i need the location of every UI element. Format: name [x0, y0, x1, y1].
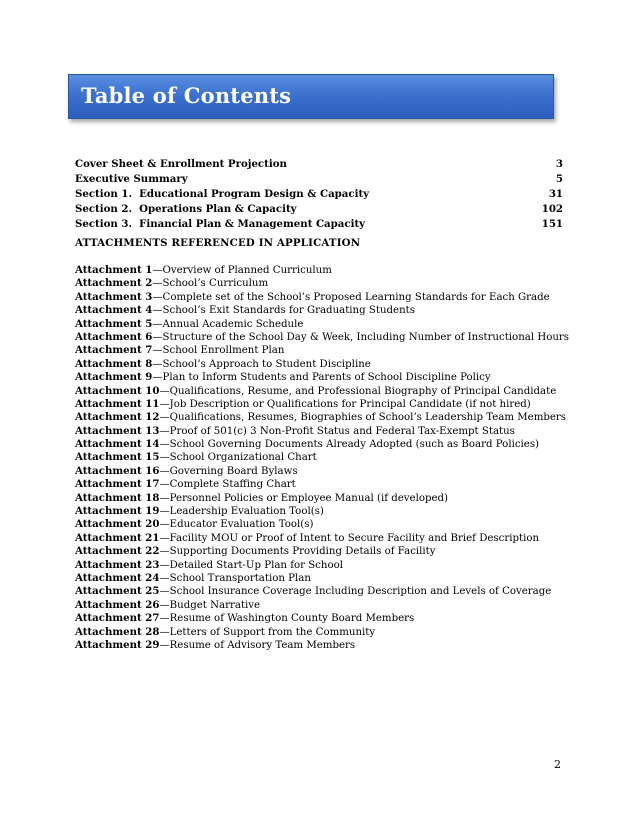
attachment-item[interactable]: [75, 425, 575, 438]
attachment-label: Attachment 2: [75, 277, 153, 290]
attachment-label: Attachment 25: [75, 585, 160, 598]
attachment-label: Attachment 26: [75, 598, 160, 611]
attachment-desc: —Plan to Inform Students and Parents of School Discipline Policy: [152, 372, 491, 384]
attachment-item[interactable]: [75, 411, 575, 424]
attachment-label: Attachment 24: [75, 571, 160, 584]
attachment-label: Attachment 29: [75, 638, 160, 651]
attachment-label: Attachment 21: [75, 531, 160, 544]
attachments-list: [75, 264, 575, 652]
toc-label: Section 2. Operations Plan & Capacity: [75, 203, 297, 215]
toc-row[interactable]: [75, 172, 563, 187]
attachment-item[interactable]: [75, 478, 575, 491]
attachment-item[interactable]: [75, 291, 575, 304]
attachment-desc: —School’s Exit Standards for Graduating Students: [152, 305, 415, 317]
attachment-desc: —Qualifications, Resume, and Professional Biography of Principal Candidate: [159, 385, 557, 397]
attachment-item[interactable]: [75, 385, 575, 398]
attachment-desc: —Resume of Advisory Team Members: [159, 639, 356, 651]
attachment-item[interactable]: [75, 599, 575, 612]
attachment-label: Attachment 4: [75, 304, 153, 317]
attachment-item[interactable]: [75, 505, 575, 518]
attachment-label: Attachment 14: [75, 438, 160, 451]
attachment-label: Attachment 3: [75, 290, 153, 303]
attachment-desc: —Qualifications, Resumes, Biographies of School’s Leadership Team Members: [159, 412, 567, 424]
toc-page: 3: [555, 158, 563, 170]
attachment-label: Attachment 22: [75, 545, 160, 558]
attachment-label: Attachment 1: [75, 264, 153, 276]
attachment-desc: —Resume of Washington County Board Members: [159, 613, 415, 625]
attachment-label: Attachment 13: [75, 424, 160, 437]
toc-page: 102: [541, 203, 563, 215]
attachment-item[interactable]: [75, 304, 575, 317]
attachment-desc: —Complete Staffing Chart: [159, 479, 296, 491]
toc-row[interactable]: [75, 217, 563, 232]
toc-list: [75, 157, 563, 232]
attachment-label: Attachment 6: [75, 330, 153, 343]
attachment-item[interactable]: [75, 318, 575, 331]
toc-label: Executive Summary: [75, 173, 188, 185]
attachment-desc: —School Enrollment Plan: [152, 345, 285, 357]
attachment-item[interactable]: [75, 532, 575, 545]
attachment-label: Attachment 28: [75, 625, 160, 638]
attachment-item[interactable]: [75, 344, 575, 357]
attachment-desc: —Personnel Policies or Employee Manual (if developed): [159, 492, 449, 504]
attachment-label: Attachment 11: [75, 397, 160, 410]
toc-row[interactable]: [75, 157, 563, 172]
attachment-item[interactable]: [75, 585, 575, 598]
attachment-item[interactable]: [75, 277, 575, 290]
toc-label: Cover Sheet & Enrollment Projection: [75, 158, 287, 170]
page-title: Table of Contents: [81, 83, 292, 108]
attachment-label: Attachment 15: [75, 451, 160, 464]
attachments-heading: ATTACHMENTS REFERENCED IN APPLICATION: [75, 237, 361, 249]
attachment-desc: —Proof of 501(c) 3 Non-Profit Status and Federal Tax-Exempt Status: [159, 425, 515, 437]
attachment-item[interactable]: [75, 264, 575, 277]
attachment-desc: —Letters of Support from the Community: [159, 626, 376, 638]
attachment-desc: —Annual Academic Schedule: [152, 318, 304, 330]
attachment-label: Attachment 27: [75, 612, 160, 625]
attachment-item[interactable]: [75, 358, 575, 371]
attachment-label: Attachment 8: [75, 357, 153, 370]
attachment-desc: —Governing Board Bylaws: [159, 465, 298, 477]
toc-page: 5: [555, 173, 563, 185]
attachment-item[interactable]: [75, 371, 575, 384]
attachment-desc: —Leadership Evaluation Tool(s): [159, 506, 324, 518]
attachment-desc: —Supporting Documents Providing Details of Facility: [159, 546, 436, 558]
attachment-desc: —School’s Curriculum: [152, 278, 269, 290]
attachment-label: Attachment 17: [75, 478, 160, 491]
attachment-desc: —School Governing Documents Already Adopted (such as Board Policies): [159, 439, 540, 451]
attachment-item[interactable]: [75, 612, 575, 625]
attachment-label: Attachment 18: [75, 491, 160, 504]
toc-row[interactable]: [75, 187, 563, 202]
toc-label: Section 1. Educational Program Design & Capacity: [75, 188, 370, 200]
attachment-item[interactable]: [75, 438, 575, 451]
page-number: 2: [554, 758, 561, 771]
attachment-desc: —School Insurance Coverage Including Description and Levels of Coverage: [159, 586, 552, 598]
toc-page: 151: [541, 218, 563, 230]
toc-row[interactable]: [75, 202, 563, 217]
attachment-desc: —Detailed Start-Up Plan for School: [159, 559, 343, 571]
attachment-label: Attachment 10: [75, 384, 160, 397]
toc-page: 31: [548, 188, 563, 200]
attachment-item[interactable]: [75, 545, 575, 558]
attachment-desc: —Educator Evaluation Tool(s): [159, 519, 314, 531]
attachment-item[interactable]: [75, 492, 575, 505]
attachment-label: Attachment 9: [75, 371, 153, 384]
attachment-desc: —Budget Narrative: [159, 599, 261, 611]
title-banner: [68, 74, 554, 119]
attachment-desc: —School’s Approach to Student Discipline: [152, 358, 371, 370]
attachment-desc: —School Organizational Chart: [159, 452, 317, 464]
attachment-item[interactable]: [75, 465, 575, 478]
attachment-label: Attachment 19: [75, 505, 160, 518]
attachment-item[interactable]: [75, 518, 575, 531]
attachment-label: Attachment 20: [75, 518, 160, 531]
attachment-item[interactable]: [75, 559, 575, 572]
attachment-item[interactable]: [75, 572, 575, 585]
attachment-desc: —School Transportation Plan: [159, 572, 311, 584]
attachment-item[interactable]: [75, 639, 575, 652]
attachment-item[interactable]: [75, 398, 575, 411]
attachment-label: Attachment 7: [75, 344, 153, 357]
attachment-label: Attachment 5: [75, 317, 153, 330]
attachment-desc: —Complete set of the School’s Proposed Learning Standards for Each Grade: [152, 291, 550, 303]
attachment-desc: —Structure of the School Day & Week, Including Number of Instructional Hours: [152, 331, 569, 343]
attachment-label: Attachment 23: [75, 558, 160, 571]
attachment-item[interactable]: [75, 626, 575, 639]
attachment-desc: —Overview of Planned Curriculum: [152, 265, 332, 276]
attachment-desc: —Job Description or Qualifications for Principal Candidate (if not hired): [159, 398, 531, 410]
attachment-label: Attachment 16: [75, 464, 160, 477]
attachment-item[interactable]: [75, 331, 575, 344]
attachment-label: Attachment 12: [75, 411, 160, 424]
attachment-item[interactable]: [75, 451, 575, 464]
attachment-desc: —Facility MOU or Proof of Intent to Secure Facility and Brief Description: [159, 532, 540, 544]
toc-label: Section 3. Financial Plan & Management Capacity: [75, 218, 366, 230]
